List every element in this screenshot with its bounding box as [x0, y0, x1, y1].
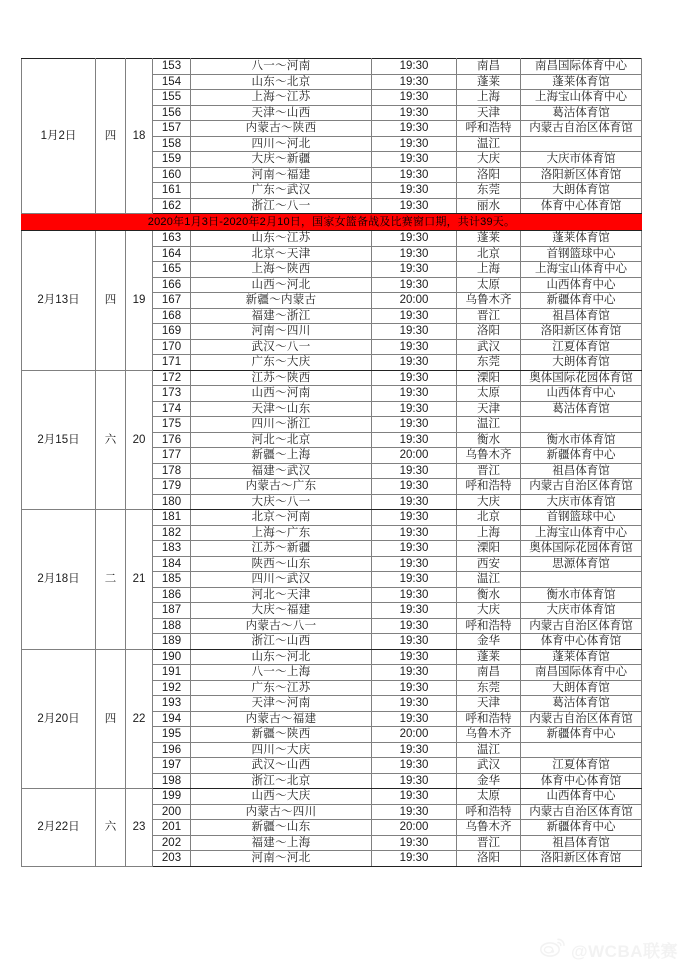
- match-teams: 浙江～八一: [191, 198, 372, 214]
- match-teams: 武汉～山西: [191, 758, 372, 774]
- match-city: 大庆: [457, 603, 521, 619]
- match-time: 19:30: [372, 479, 457, 495]
- schedule-weekday: 四: [96, 59, 126, 214]
- match-venue: [521, 742, 642, 758]
- match-time: 19:30: [372, 167, 457, 183]
- match-city: 西安: [457, 556, 521, 572]
- match-number: 192: [153, 680, 191, 696]
- weibo-icon: [540, 937, 566, 962]
- match-city: 丽水: [457, 198, 521, 214]
- match-teams: 河南～河北: [191, 851, 372, 867]
- match-venue: 衡水市体育馆: [521, 432, 642, 448]
- match-city: 上海: [457, 90, 521, 106]
- match-number: 171: [153, 355, 191, 371]
- match-city: 晋江: [457, 463, 521, 479]
- match-number: 182: [153, 525, 191, 541]
- match-teams: 新疆～陕西: [191, 727, 372, 743]
- match-city: 太原: [457, 277, 521, 293]
- match-time: 19:30: [372, 355, 457, 371]
- schedule-round: 20: [126, 370, 153, 510]
- match-venue: 体育中心体育馆: [521, 773, 642, 789]
- match-number: 166: [153, 277, 191, 293]
- match-teams: 广东～江苏: [191, 680, 372, 696]
- schedule-date: 2月20日: [22, 649, 96, 789]
- match-time: 19:30: [372, 308, 457, 324]
- match-city: 呼和浩特: [457, 121, 521, 137]
- match-venue: 内蒙古自治区体育馆: [521, 618, 642, 634]
- match-city: 蓬莱: [457, 231, 521, 247]
- table-row: [22, 789, 642, 805]
- notice-banner-text: 2020年1月3日-2020年2月10日，国家女篮备战及比赛窗口期，共计39天。: [22, 214, 642, 231]
- match-time: 19:30: [372, 773, 457, 789]
- schedule-date: 1月2日: [22, 59, 96, 214]
- match-venue: 南昌国际体育中心: [521, 665, 642, 681]
- match-teams: 大庆～福建: [191, 603, 372, 619]
- match-number: 154: [153, 74, 191, 90]
- match-number: 202: [153, 835, 191, 851]
- match-teams: 内蒙古～八一: [191, 618, 372, 634]
- match-venue: 新疆体育中心: [521, 293, 642, 309]
- match-city: 大庆: [457, 494, 521, 510]
- match-time: 19:30: [372, 587, 457, 603]
- match-venue: 内蒙古自治区体育馆: [521, 711, 642, 727]
- match-city: 蓬莱: [457, 74, 521, 90]
- match-city: 太原: [457, 386, 521, 402]
- match-city: 洛阳: [457, 324, 521, 340]
- match-number: 179: [153, 479, 191, 495]
- match-venue: 祖昌体育馆: [521, 835, 642, 851]
- match-teams: 北京～河南: [191, 510, 372, 526]
- match-time: 19:30: [372, 370, 457, 386]
- match-number: 163: [153, 231, 191, 247]
- match-city: 衡水: [457, 587, 521, 603]
- match-city: 呼和浩特: [457, 618, 521, 634]
- match-time: 20:00: [372, 448, 457, 464]
- match-teams: 浙江～山西: [191, 634, 372, 650]
- match-teams: 山东～北京: [191, 74, 372, 90]
- match-time: 19:30: [372, 758, 457, 774]
- match-city: 乌鲁木齐: [457, 727, 521, 743]
- match-venue: 上海宝山体育中心: [521, 525, 642, 541]
- schedule-date: 2月22日: [22, 789, 96, 867]
- match-teams: 北京～天津: [191, 246, 372, 262]
- schedule-date: 2月18日: [22, 510, 96, 650]
- match-city: 南昌: [457, 665, 521, 681]
- match-city: 武汉: [457, 758, 521, 774]
- match-city: 东莞: [457, 183, 521, 199]
- match-time: 19:30: [372, 742, 457, 758]
- match-time: 19:30: [372, 525, 457, 541]
- match-number: 199: [153, 789, 191, 805]
- match-city: 东莞: [457, 680, 521, 696]
- match-city: 上海: [457, 262, 521, 278]
- match-venue: 祖昌体育馆: [521, 308, 642, 324]
- match-venue: [521, 417, 642, 433]
- match-number: 153: [153, 59, 191, 75]
- match-venue: 衡水市体育馆: [521, 587, 642, 603]
- schedule-round: 21: [126, 510, 153, 650]
- watermark-handle: @WCBA联赛: [571, 942, 678, 961]
- match-number: 173: [153, 386, 191, 402]
- match-time: 19:30: [372, 432, 457, 448]
- match-venue: 南昌国际体育中心: [521, 59, 642, 75]
- match-time: 19:30: [372, 246, 457, 262]
- match-time: 19:30: [372, 59, 457, 75]
- match-venue: 新疆体育中心: [521, 727, 642, 743]
- schedule-weekday: 四: [96, 649, 126, 789]
- match-number: 160: [153, 167, 191, 183]
- match-teams: 江苏～新疆: [191, 541, 372, 557]
- match-time: 19:30: [372, 556, 457, 572]
- schedule-weekday: 六: [96, 789, 126, 867]
- match-time: 19:30: [372, 804, 457, 820]
- match-teams: 福建～浙江: [191, 308, 372, 324]
- match-time: 19:30: [372, 649, 457, 665]
- match-time: 19:30: [372, 618, 457, 634]
- match-teams: 新疆～内蒙古: [191, 293, 372, 309]
- match-city: 金华: [457, 773, 521, 789]
- match-teams: 江苏～陕西: [191, 370, 372, 386]
- match-time: 19:30: [372, 494, 457, 510]
- match-teams: 福建～上海: [191, 835, 372, 851]
- match-number: 186: [153, 587, 191, 603]
- match-teams: 陕西～山东: [191, 556, 372, 572]
- match-number: 161: [153, 183, 191, 199]
- match-time: 19:30: [372, 152, 457, 168]
- match-time: 19:30: [372, 634, 457, 650]
- match-time: 19:30: [372, 603, 457, 619]
- match-teams: 广东～武汉: [191, 183, 372, 199]
- match-venue: 大庆市体育馆: [521, 494, 642, 510]
- match-city: 太原: [457, 789, 521, 805]
- match-teams: 内蒙古～广东: [191, 479, 372, 495]
- match-city: 温江: [457, 417, 521, 433]
- match-city: 乌鲁木齐: [457, 448, 521, 464]
- match-teams: 四川～河北: [191, 136, 372, 152]
- match-number: 159: [153, 152, 191, 168]
- table-row: [22, 649, 642, 665]
- match-teams: 内蒙古～陕西: [191, 121, 372, 137]
- match-venue: 新疆体育中心: [521, 448, 642, 464]
- match-time: 19:30: [372, 401, 457, 417]
- match-city: 洛阳: [457, 851, 521, 867]
- match-city: 晋江: [457, 835, 521, 851]
- match-teams: 大庆～新疆: [191, 152, 372, 168]
- schedule-date: 2月15日: [22, 370, 96, 510]
- match-number: 189: [153, 634, 191, 650]
- match-number: 201: [153, 820, 191, 836]
- match-venue: 首钢篮球中心: [521, 246, 642, 262]
- match-teams: 河南～福建: [191, 167, 372, 183]
- match-teams: 新疆～山东: [191, 820, 372, 836]
- match-time: 19:30: [372, 463, 457, 479]
- match-venue: 大朗体育馆: [521, 183, 642, 199]
- match-number: 170: [153, 339, 191, 355]
- match-city: 蓬莱: [457, 649, 521, 665]
- match-venue: [521, 136, 642, 152]
- match-number: 176: [153, 432, 191, 448]
- match-venue: 大庆市体育馆: [521, 603, 642, 619]
- match-city: 温江: [457, 136, 521, 152]
- match-teams: 山东～河北: [191, 649, 372, 665]
- match-teams: 山西～河北: [191, 277, 372, 293]
- match-time: 20:00: [372, 820, 457, 836]
- schedule-table: [21, 58, 642, 867]
- schedule-weekday: 四: [96, 231, 126, 371]
- match-venue: 江夏体育馆: [521, 758, 642, 774]
- match-number: 168: [153, 308, 191, 324]
- match-number: 178: [153, 463, 191, 479]
- match-teams: 八一～河南: [191, 59, 372, 75]
- match-teams: 上海～陕西: [191, 262, 372, 278]
- match-teams: 四川～大庆: [191, 742, 372, 758]
- match-city: 南昌: [457, 59, 521, 75]
- match-city: 温江: [457, 742, 521, 758]
- match-teams: 上海～江苏: [191, 90, 372, 106]
- match-time: 19:30: [372, 121, 457, 137]
- match-time: 19:30: [372, 90, 457, 106]
- match-teams: 天津～山东: [191, 401, 372, 417]
- match-city: 北京: [457, 246, 521, 262]
- match-time: 19:30: [372, 665, 457, 681]
- match-city: 呼和浩特: [457, 479, 521, 495]
- match-city: 溧阳: [457, 370, 521, 386]
- match-city: 温江: [457, 572, 521, 588]
- match-number: 194: [153, 711, 191, 727]
- match-time: 19:30: [372, 231, 457, 247]
- match-number: 175: [153, 417, 191, 433]
- match-venue: 思源体育馆: [521, 556, 642, 572]
- match-teams: 浙江～北京: [191, 773, 372, 789]
- match-time: 19:30: [372, 324, 457, 340]
- match-number: 174: [153, 401, 191, 417]
- notice-banner-row: [22, 214, 642, 231]
- match-number: 198: [153, 773, 191, 789]
- match-city: 衡水: [457, 432, 521, 448]
- schedule-weekday: 六: [96, 370, 126, 510]
- match-venue: 首钢篮球中心: [521, 510, 642, 526]
- match-number: 156: [153, 105, 191, 121]
- match-time: 19:30: [372, 277, 457, 293]
- match-number: 200: [153, 804, 191, 820]
- match-venue: 上海宝山体育中心: [521, 90, 642, 106]
- match-time: 19:30: [372, 696, 457, 712]
- match-time: 19:30: [372, 680, 457, 696]
- match-time: 19:30: [372, 262, 457, 278]
- match-time: 19:30: [372, 74, 457, 90]
- match-teams: 山西～河南: [191, 386, 372, 402]
- match-venue: 体育中心体育馆: [521, 198, 642, 214]
- schedule-weekday: 二: [96, 510, 126, 650]
- match-city: 天津: [457, 105, 521, 121]
- match-number: 190: [153, 649, 191, 665]
- match-teams: 河北～天津: [191, 587, 372, 603]
- schedule-round: 22: [126, 649, 153, 789]
- match-venue: 内蒙古自治区体育馆: [521, 804, 642, 820]
- watermark: [540, 937, 678, 962]
- match-teams: 内蒙古～四川: [191, 804, 372, 820]
- match-number: 162: [153, 198, 191, 214]
- match-venue: 蓬莱体育馆: [521, 231, 642, 247]
- match-number: 185: [153, 572, 191, 588]
- match-venue: 葛沽体育馆: [521, 401, 642, 417]
- match-teams: 四川～武汉: [191, 572, 372, 588]
- match-teams: 内蒙古～福建: [191, 711, 372, 727]
- match-time: 19:30: [372, 711, 457, 727]
- match-city: 天津: [457, 696, 521, 712]
- match-number: 196: [153, 742, 191, 758]
- match-number: 188: [153, 618, 191, 634]
- match-city: 呼和浩特: [457, 804, 521, 820]
- match-time: 19:30: [372, 417, 457, 433]
- match-teams: 大庆～八一: [191, 494, 372, 510]
- match-city: 武汉: [457, 339, 521, 355]
- match-city: 洛阳: [457, 167, 521, 183]
- match-venue: 奥体国际花园体育馆: [521, 541, 642, 557]
- schedule-round: 23: [126, 789, 153, 867]
- match-city: 大庆: [457, 152, 521, 168]
- match-venue: 山西体育中心: [521, 386, 642, 402]
- match-venue: 祖昌体育馆: [521, 463, 642, 479]
- match-city: 上海: [457, 525, 521, 541]
- match-city: 溧阳: [457, 541, 521, 557]
- match-time: 19:30: [372, 198, 457, 214]
- match-time: 19:30: [372, 136, 457, 152]
- match-city: 金华: [457, 634, 521, 650]
- match-time: 20:00: [372, 727, 457, 743]
- match-city: 乌鲁木齐: [457, 293, 521, 309]
- table-row: [22, 370, 642, 386]
- match-venue: 葛沽体育馆: [521, 696, 642, 712]
- match-number: 169: [153, 324, 191, 340]
- match-venue: [521, 572, 642, 588]
- match-number: 164: [153, 246, 191, 262]
- match-venue: 蓬莱体育馆: [521, 649, 642, 665]
- match-number: 191: [153, 665, 191, 681]
- match-number: 197: [153, 758, 191, 774]
- match-teams: 山西～大庆: [191, 789, 372, 805]
- match-venue: 内蒙古自治区体育馆: [521, 479, 642, 495]
- match-time: 19:30: [372, 510, 457, 526]
- match-number: 183: [153, 541, 191, 557]
- match-number: 203: [153, 851, 191, 867]
- match-venue: 上海宝山体育中心: [521, 262, 642, 278]
- table-row: [22, 510, 642, 526]
- table-row: [22, 231, 642, 247]
- match-time: 20:00: [372, 293, 457, 309]
- match-time: 19:30: [372, 339, 457, 355]
- match-number: 177: [153, 448, 191, 464]
- match-venue: 洛阳新区体育馆: [521, 851, 642, 867]
- match-city: 晋江: [457, 308, 521, 324]
- match-time: 19:30: [372, 386, 457, 402]
- match-teams: 广东～大庆: [191, 355, 372, 371]
- match-number: 181: [153, 510, 191, 526]
- schedule-round: 18: [126, 59, 153, 214]
- match-venue: 山西体育中心: [521, 277, 642, 293]
- match-venue: 山西体育中心: [521, 789, 642, 805]
- match-teams: 八一～上海: [191, 665, 372, 681]
- schedule-date: 2月13日: [22, 231, 96, 371]
- match-teams: 河北～北京: [191, 432, 372, 448]
- match-venue: 内蒙古自治区体育馆: [521, 121, 642, 137]
- match-venue: 洛阳新区体育馆: [521, 167, 642, 183]
- match-city: 北京: [457, 510, 521, 526]
- match-teams: 上海～广东: [191, 525, 372, 541]
- match-city: 东莞: [457, 355, 521, 371]
- match-venue: 大朗体育馆: [521, 355, 642, 371]
- match-number: 157: [153, 121, 191, 137]
- match-teams: 天津～河南: [191, 696, 372, 712]
- match-teams: 福建～武汉: [191, 463, 372, 479]
- match-number: 193: [153, 696, 191, 712]
- match-venue: 大朗体育馆: [521, 680, 642, 696]
- match-number: 158: [153, 136, 191, 152]
- match-venue: 大庆市体育馆: [521, 152, 642, 168]
- match-number: 172: [153, 370, 191, 386]
- table-row: [22, 59, 642, 75]
- match-city: 天津: [457, 401, 521, 417]
- match-time: 19:30: [372, 572, 457, 588]
- match-number: 195: [153, 727, 191, 743]
- schedule-sheet: [21, 58, 633, 867]
- match-teams: 河南～四川: [191, 324, 372, 340]
- match-time: 19:30: [372, 105, 457, 121]
- match-venue: 新疆体育中心: [521, 820, 642, 836]
- match-venue: 葛沽体育馆: [521, 105, 642, 121]
- match-number: 184: [153, 556, 191, 572]
- match-teams: 新疆～上海: [191, 448, 372, 464]
- match-time: 19:30: [372, 183, 457, 199]
- match-time: 19:30: [372, 541, 457, 557]
- match-number: 165: [153, 262, 191, 278]
- match-city: 呼和浩特: [457, 711, 521, 727]
- match-number: 167: [153, 293, 191, 309]
- match-teams: 四川～浙江: [191, 417, 372, 433]
- match-number: 155: [153, 90, 191, 106]
- match-venue: 奥体国际花园体育馆: [521, 370, 642, 386]
- match-venue: 洛阳新区体育馆: [521, 324, 642, 340]
- match-teams: 天津～山西: [191, 105, 372, 121]
- match-time: 19:30: [372, 835, 457, 851]
- match-number: 180: [153, 494, 191, 510]
- match-teams: 武汉～八一: [191, 339, 372, 355]
- match-time: 19:30: [372, 789, 457, 805]
- match-venue: 蓬莱体育馆: [521, 74, 642, 90]
- match-teams: 山东～江苏: [191, 231, 372, 247]
- match-time: 19:30: [372, 851, 457, 867]
- match-number: 187: [153, 603, 191, 619]
- match-venue: 江夏体育馆: [521, 339, 642, 355]
- match-city: 乌鲁木齐: [457, 820, 521, 836]
- schedule-round: 19: [126, 231, 153, 371]
- match-venue: 体育中心体育馆: [521, 634, 642, 650]
